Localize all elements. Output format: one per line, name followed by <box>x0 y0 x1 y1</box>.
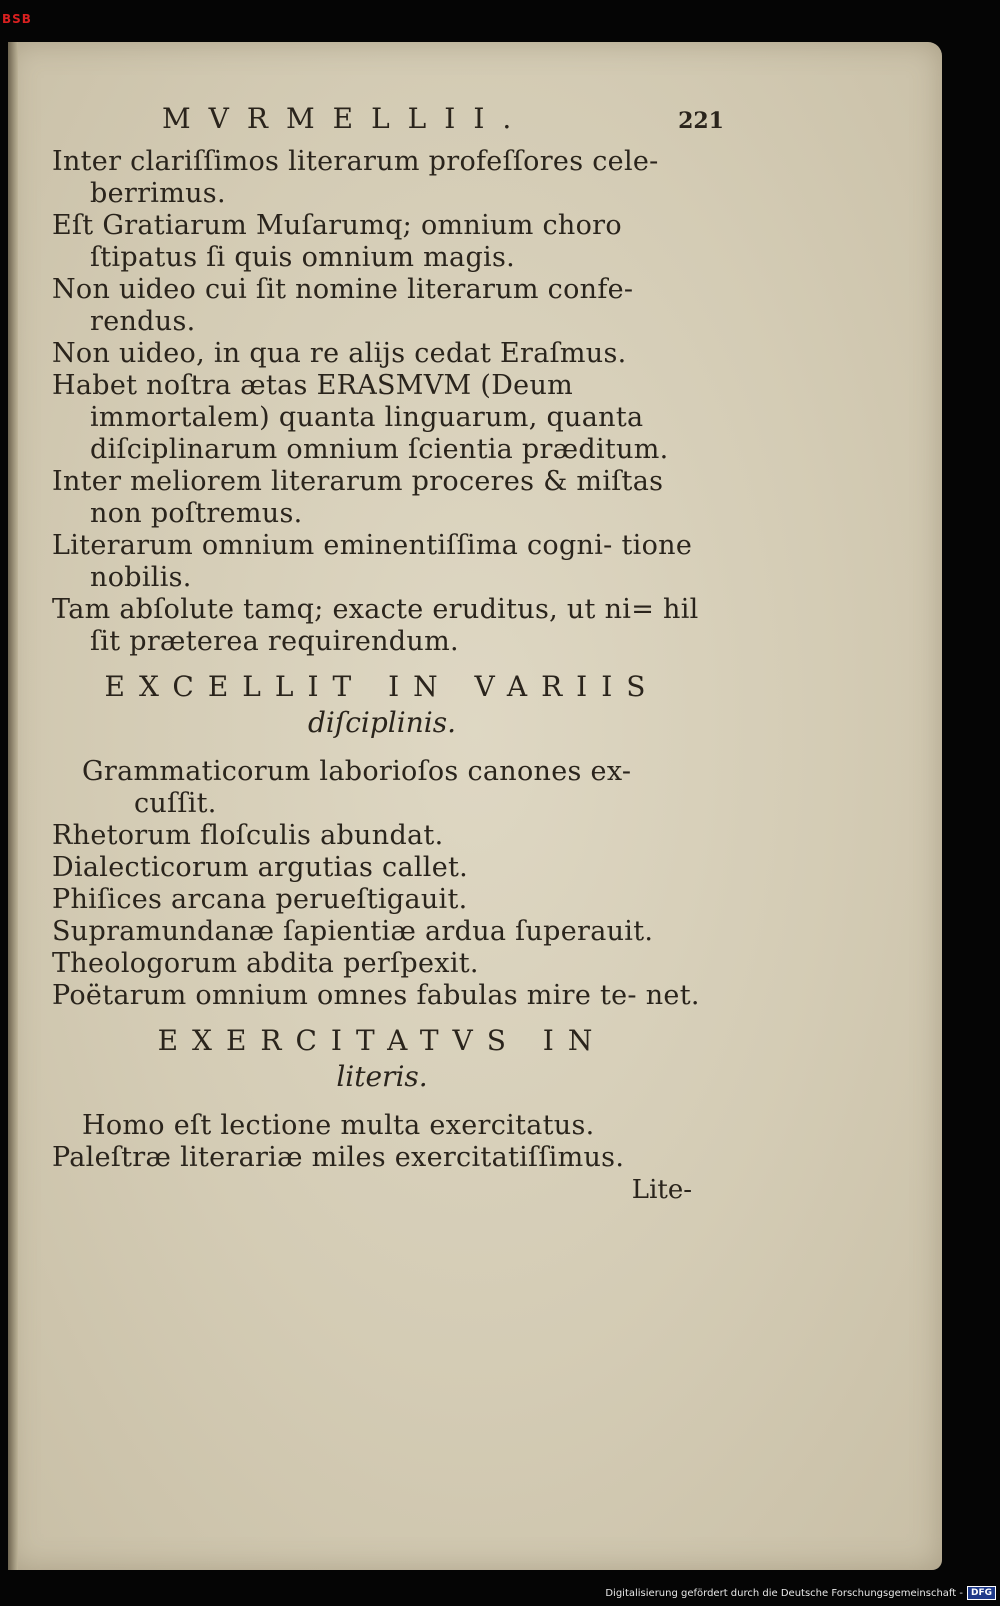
text-line: Tam abſolute tamq; exacte eruditus, ut ni= hil ſit præterea requirendum. <box>52 594 699 657</box>
catchword: Lite- <box>631 1175 692 1205</box>
page-number: 221 <box>678 108 724 134</box>
text-line: Inter meliorem literarum proceres & miſtas non poſtremus. <box>52 466 664 529</box>
text-line: Grammaticorum laborioſos canones ex- cuſſit. <box>82 756 632 819</box>
text-line: Dialecticorum argutias callet. <box>52 852 469 883</box>
page-spine-shadow <box>8 42 18 1570</box>
funding-credit-text: Digitalisierung gefördert durch die Deutsche Forschungsgemeinschaft - <box>605 1587 963 1599</box>
library-tag: BSB <box>2 12 32 26</box>
text-line: Supramundanæ ſapientiæ ardua ſuperauit. <box>52 916 654 947</box>
section-heading: EXCELLIT IN VARIIS <box>104 670 660 703</box>
text-line: Paleſtræ literariæ miles exercitatiſſimus. <box>52 1142 625 1173</box>
text-line: Homo eſt lectione multa exercitatus. <box>82 1110 595 1141</box>
dfg-logo-icon: DFG <box>967 1586 996 1600</box>
page-header <box>52 102 724 142</box>
text-line: Eſt Gratiarum Muſarumq; omnium choro ſtipatus ſi quis omnium magis. <box>52 210 622 273</box>
text-line: Poëtarum omnium omnes fabulas mire te- net. <box>52 980 700 1011</box>
text-line: Habet noſtra ætas ERASMVM (Deum immortalem) quanta linguarum, quanta diſciplinarum omnium ſcientia præditum. <box>52 370 669 465</box>
entry-list-1 <box>52 146 712 658</box>
text-line: Non uideo, in qua re alijs cedat Eraſmus. <box>52 338 627 369</box>
text-line: Phiſices arcana perueſtigauit. <box>52 884 468 915</box>
section-heading: EXERCITATVS IN <box>157 1024 607 1057</box>
text-line: Rhetorum floſculis abundat. <box>52 820 444 851</box>
section-subheading: literis. <box>336 1060 428 1093</box>
funding-credit <box>605 1586 996 1600</box>
section-subheading: diſciplinis. <box>308 706 456 739</box>
entry-list-2 <box>52 756 712 1012</box>
text-line: Literarum omnium eminentiſſima cogni- tione nobilis. <box>52 530 693 593</box>
text-line: Non uideo cui ſit nomine literarum confe- rendus. <box>52 274 634 337</box>
running-title: MVRMELLII. <box>162 102 530 135</box>
text-line: Theologorum abdita perſpexit. <box>52 948 479 979</box>
text-line: Inter clariſſimos literarum profeſſores cele- berrimus. <box>52 146 659 209</box>
entry-list-3 <box>52 1110 712 1174</box>
page-text-block <box>52 102 724 1206</box>
book-page <box>8 42 942 1570</box>
